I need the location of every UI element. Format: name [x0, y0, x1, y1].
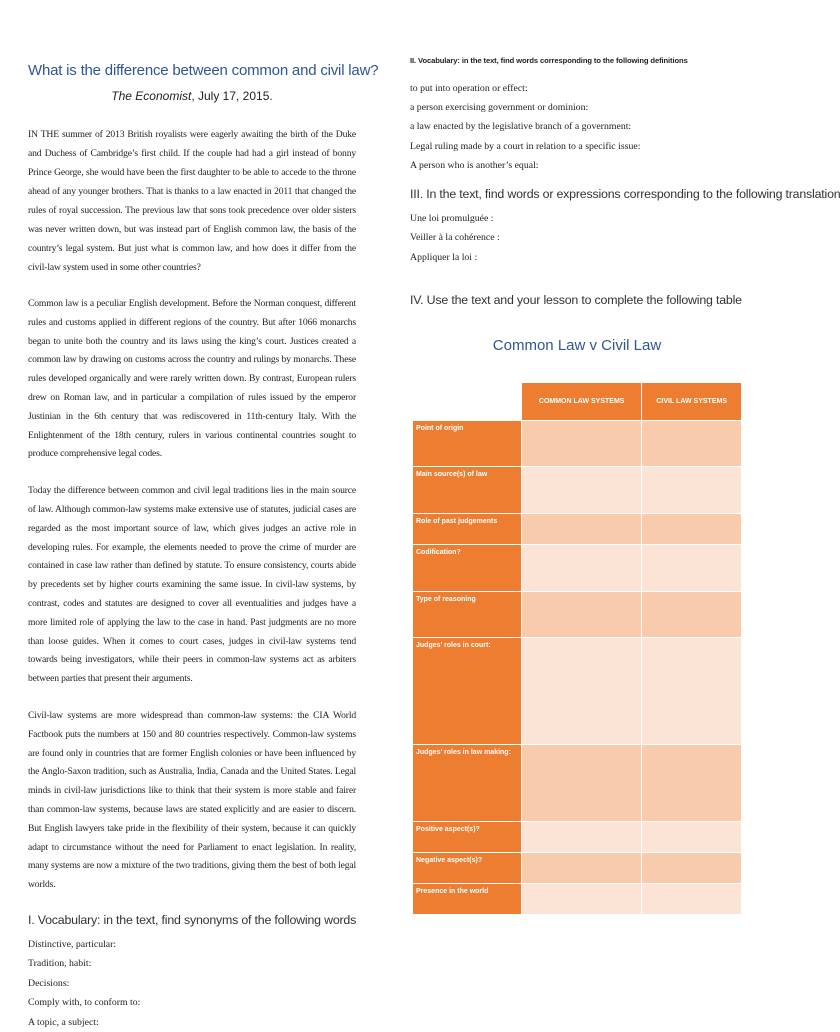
- answer-cell-common[interactable]: [522, 514, 642, 545]
- row-header-judges-law-making: Judges’ roles in law making:: [413, 745, 522, 822]
- answer-cell-civil[interactable]: [642, 514, 742, 545]
- row-header-past-judgements: Role of past judgements: [413, 514, 522, 545]
- answer-cell-common[interactable]: [522, 884, 642, 915]
- answer-cell-civil[interactable]: [642, 822, 742, 853]
- exercise-1-heading: I. Vocabulary: in the text, find synonyms of the following words: [28, 912, 357, 927]
- table-row: [413, 638, 742, 745]
- article-paragraph-4: Civil-law systems are more widespread than common-law systems: the CIA World Factbook puts the numbers at 150 and 80 countries respectively. Common-law systems are found only in countries that are former English colonies or have been influenced by the Anglo-Saxon tradition, such as Australia, India, Canada and the United States. Legal minds in civil-law jurisdictions like to think that their system is more stable and fairer than common-law systems, because laws are stated explicitly and are easier to discern. But English lawyers take pride in the flexibility of their system, because it can quickly adapt to circumstance without the need for Parliament to enact legislation. In reality, many systems are now a mixture of the two traditions, giving them the best of both legal worlds.: [28, 709, 356, 891]
- exercise-2-item: Legal ruling made by a court in relation to a specific issue:: [410, 140, 641, 152]
- exercise-2-list: [410, 79, 744, 175]
- table-row: [413, 514, 742, 545]
- table-row: [413, 822, 742, 853]
- exercise-3-item: Veiller à la cohérence :: [410, 232, 500, 244]
- answer-cell-civil[interactable]: [642, 638, 742, 745]
- table-row: [413, 545, 742, 592]
- answer-cell-civil[interactable]: [642, 421, 742, 467]
- row-header-main-sources: Main source(s) of law: [413, 467, 522, 514]
- table-header-row: [413, 383, 742, 421]
- row-header-codification: Codification?: [413, 545, 522, 592]
- article-paragraph-1: IN THE summer of 2013 British royalists were eagerly awaiting the birth of the Duke and Duchess of Cambridge’s first child. If the couple had had a girl instead of bonny Prince George, she would have been the first daughter to be able to accede to the throne ahead of any younger brothers. That is thanks to a law enacted in 2011 that changed the rules of royal succession. The previous law that sons took precedence over older sisters was never written down, but was instead part of English common law, the basis of the country’s legal system. But just what is common law, and how does it differ from the civil-law system used in some other countries?: [28, 129, 356, 273]
- exercise-2-item: a law enacted by the legislative branch of a government:: [410, 121, 632, 133]
- exercise-3-heading: III. In the text, find words or expressions corresponding to the following translation: [410, 187, 840, 202]
- answer-cell-civil[interactable]: [642, 745, 742, 822]
- table-title: Common Law v Civil Law: [492, 337, 662, 355]
- exercise-1-item: Distinctive, particular:: [28, 938, 117, 950]
- exercise-1-item: Decisions:: [28, 977, 70, 989]
- answer-cell-common[interactable]: [522, 421, 642, 467]
- answer-cell-civil[interactable]: [642, 467, 742, 514]
- exercise-2-heading: II. Vocabulary: in the text, find words corresponding to the following definitions: [410, 56, 688, 65]
- table-row: [413, 421, 742, 467]
- answer-cell-common[interactable]: [522, 745, 642, 822]
- exercise-4-heading: IV. Use the text and your lesson to complete the following table: [410, 293, 742, 308]
- row-header-negative: Negative aspect(s)?: [413, 853, 522, 884]
- answer-cell-civil[interactable]: [642, 545, 742, 592]
- row-header-positive: Positive aspect(s)?: [413, 822, 522, 853]
- row-header-judges-court: Judges’ roles in court:: [413, 638, 522, 745]
- exercise-3-list: [410, 209, 744, 267]
- exercise-1-item: Tradition, habit:: [28, 958, 92, 970]
- answer-cell-civil[interactable]: [642, 884, 742, 915]
- answer-cell-common[interactable]: [522, 822, 642, 853]
- row-header-reasoning: Type of reasoning: [413, 592, 522, 638]
- answer-cell-common[interactable]: [522, 638, 642, 745]
- exercise-2-item: to put into operation or effect:: [410, 83, 528, 94]
- answer-cell-common[interactable]: [522, 545, 642, 592]
- exercise-1-list: [28, 935, 356, 1032]
- answer-cell-common[interactable]: [522, 853, 642, 884]
- row-header-presence: Presence in the world: [413, 884, 522, 915]
- table-row: [413, 745, 742, 822]
- left-column: [28, 58, 379, 1032]
- article-paragraph-2: Common law is a peculiar English development. Before the Norman conquest, different rules and customs applied in different regions of the country. But after 1066 monarchs began to unite both the country and its laws using the king’s court. Justices created a common law by drawing on customs across the country and rulings by monarchs. These rules developed organically and were rarely written down. By contrast, European rulers drew on Roman law, and in particular a compilation of rules issued by the emperor Justinian in the 6th century that was rediscovered in 11th-century Italy. With the Enlightenment of the 18th century, rulers in various continental countries sought to produce comprehensive legal codes.: [28, 298, 356, 460]
- table-corner-cell: [413, 383, 522, 421]
- exercise-1-item: Comply with, to conform to:: [28, 997, 141, 1009]
- answer-cell-common[interactable]: [522, 467, 642, 514]
- exercise-3-item: Une loi promulguée :: [410, 213, 494, 225]
- article-source: [28, 89, 356, 103]
- table-row: [413, 884, 742, 915]
- exercise-1-item: A topic, a subject:: [28, 1016, 99, 1028]
- source-publication: The Economist: [111, 89, 192, 103]
- source-date: , July 17, 2015.: [191, 89, 273, 103]
- exercise-2-item: A person who is another’s equal:: [410, 159, 539, 171]
- right-column: [410, 56, 840, 915]
- answer-cell-civil[interactable]: [642, 592, 742, 638]
- table-row: [413, 467, 742, 514]
- column-header-civil-law: CIVIL LAW SYSTEMS: [642, 383, 742, 421]
- row-header-point-of-origin: Point of origin: [413, 421, 522, 467]
- exercise-2-item: a person exercising government or dominion:: [410, 102, 589, 114]
- column-header-common-law: COMMON LAW SYSTEMS: [522, 383, 642, 421]
- answer-cell-civil[interactable]: [642, 853, 742, 884]
- comparison-table: [412, 382, 742, 915]
- exercise-3-item: Appliquer la loi :: [410, 251, 478, 263]
- answer-cell-common[interactable]: [522, 592, 642, 638]
- article-title: What is the difference between common and civil law?: [28, 62, 379, 79]
- table-row: [413, 592, 742, 638]
- article-paragraph-3: Today the difference between common and civil legal traditions lies in the main source of law. Although common-law systems make extensive use of statutes, judicial cases are regarded as the most important source of law, which gives judges an active role in developing rules. For example, the elements needed to prove the crime of murder are contained in case law rather than defined by statute. To ensure consistency, courts abide by precedents set by higher courts examining the same issue. In civil-law systems, by contrast, codes and statutes are designed to cover all eventualities and judges have a more limited role of applying the law to the case in hand. Past judgments are no more than loose guides. When it comes to court cases, judges in civil-law systems tend towards being investigators, while their peers in common-law systems act as arbiters between parties that present their arguments.: [28, 485, 356, 685]
- table-row: [413, 853, 742, 884]
